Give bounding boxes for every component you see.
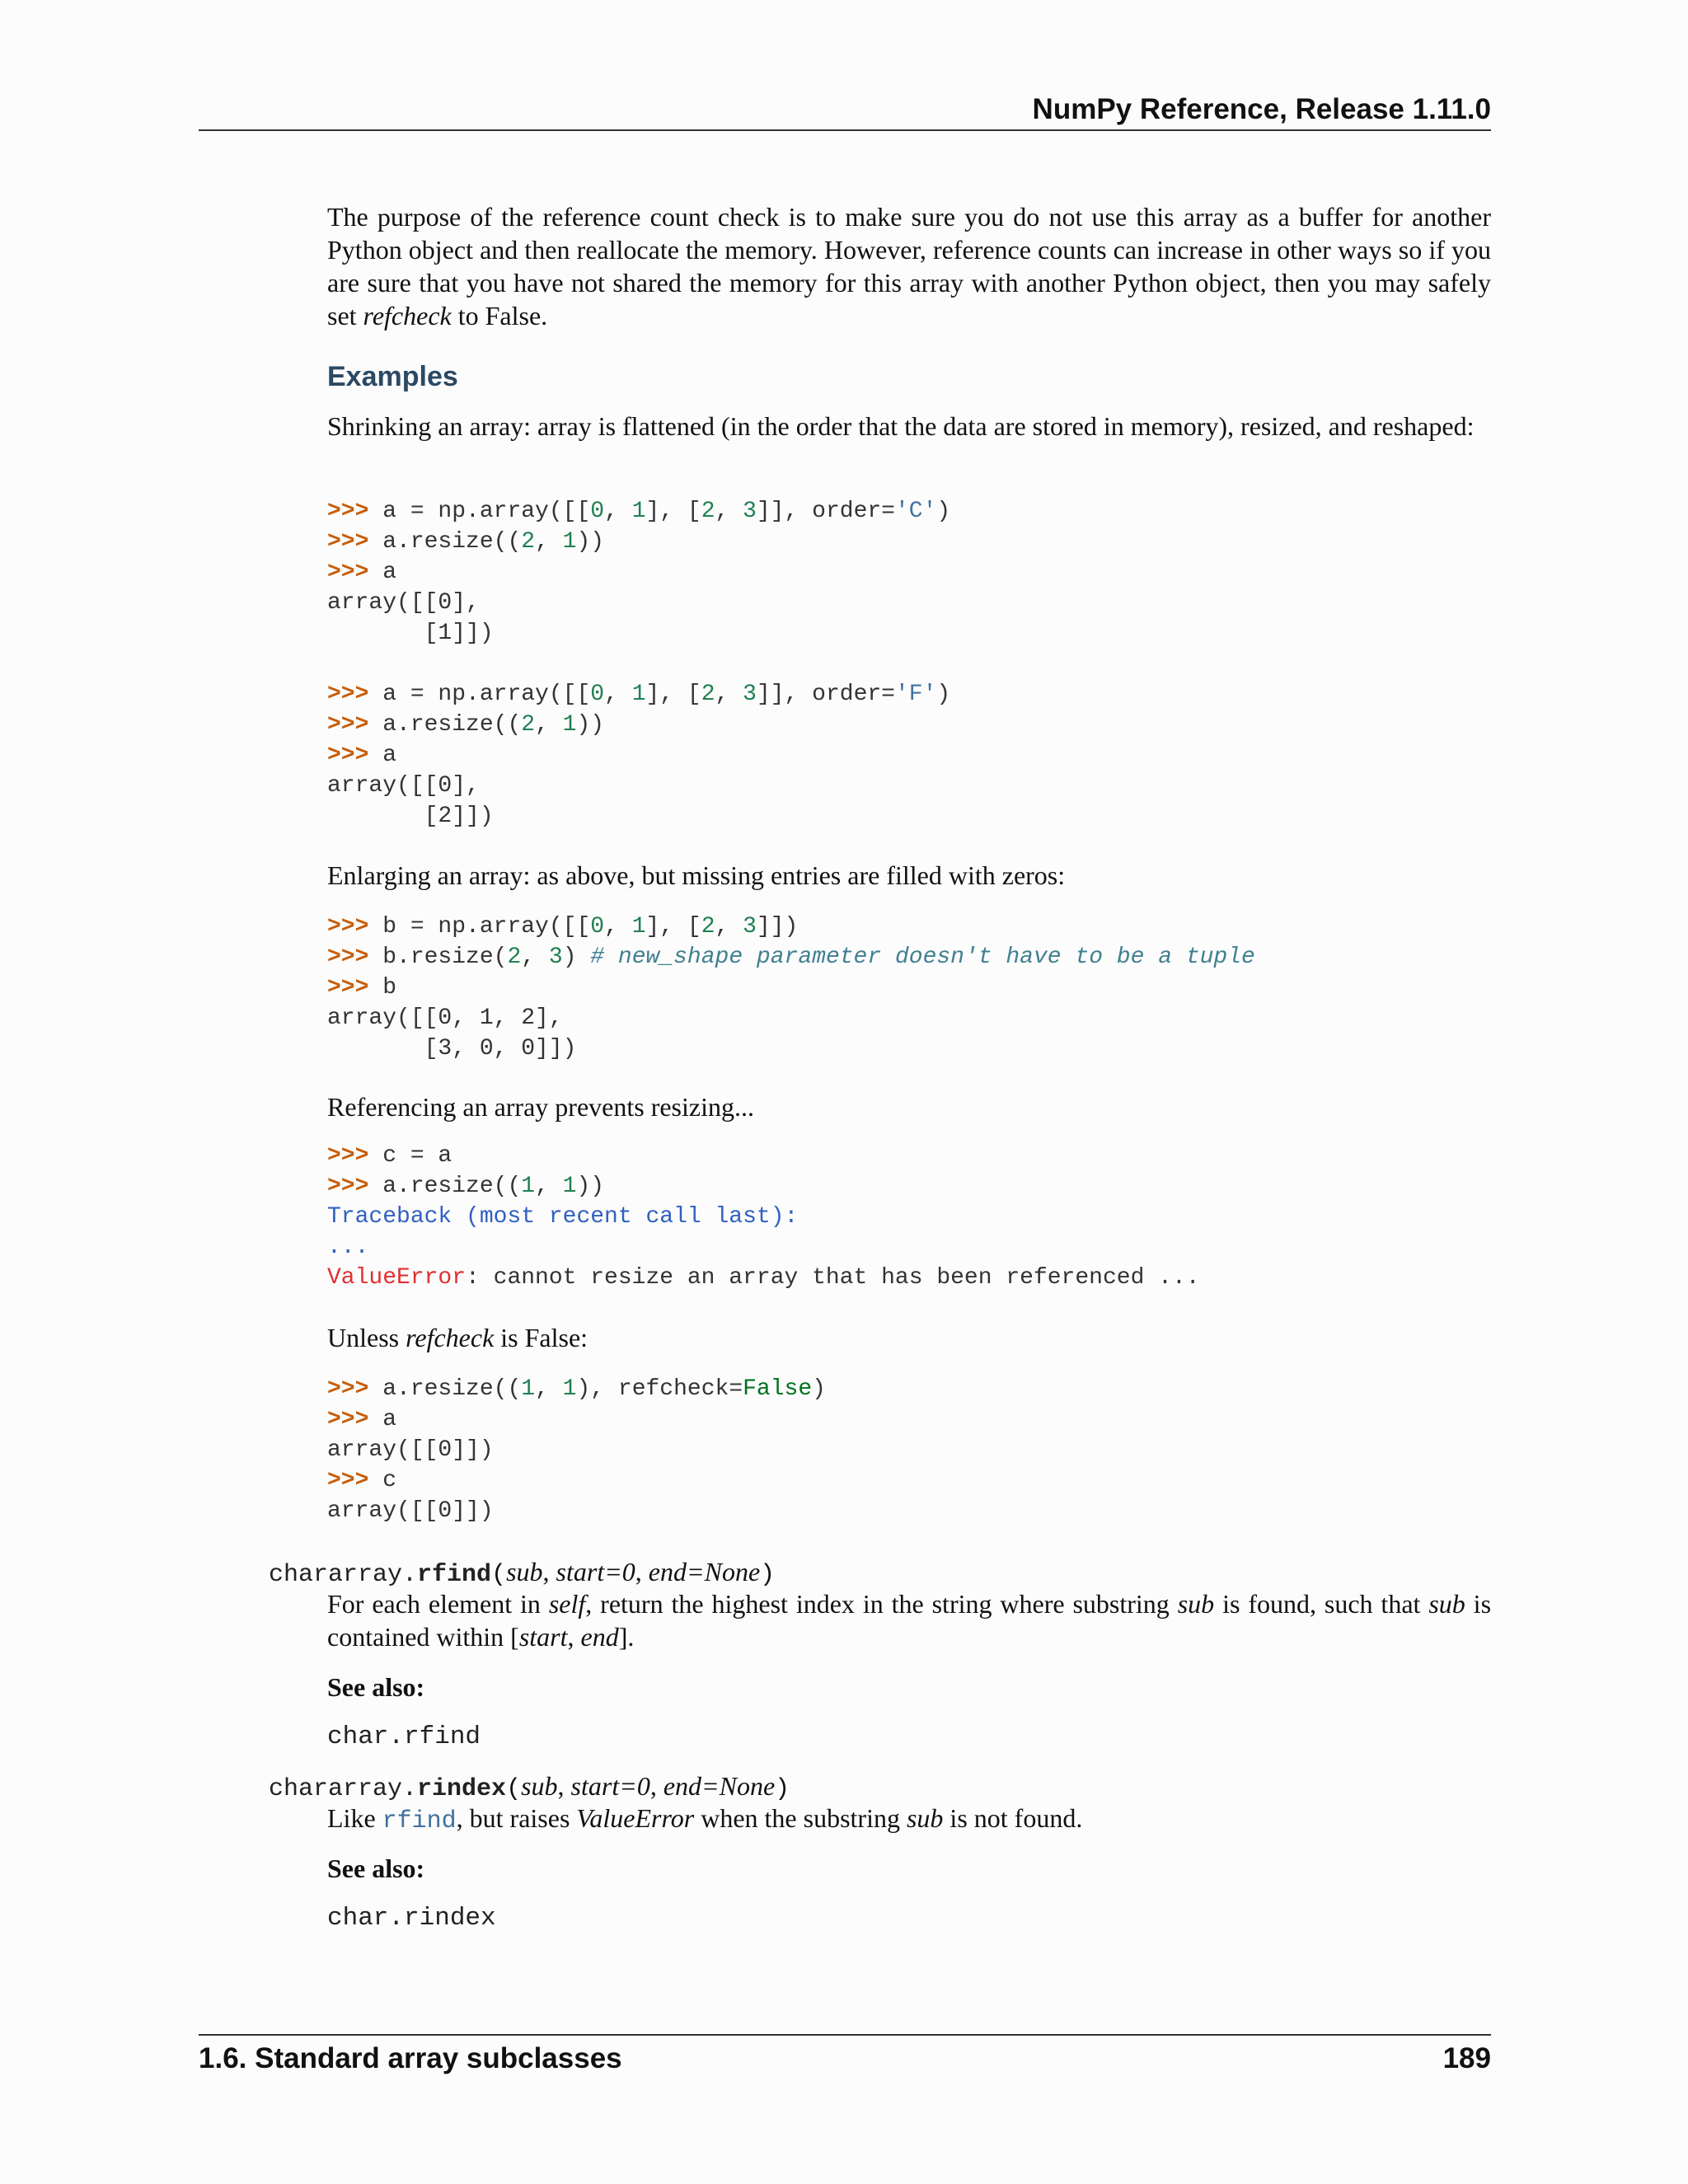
code-token: )) (576, 529, 605, 555)
code-token: 'C' (894, 499, 937, 524)
code-line (327, 1232, 1200, 1263)
code-token: ]]) (756, 914, 799, 940)
rfind-desc-sub2: sub (1428, 1589, 1465, 1619)
code-token: 2 (701, 914, 715, 940)
code-token: 1 (631, 499, 646, 524)
code-token: : cannot resize an array that has been referenced ... (466, 1265, 1200, 1291)
code-token: , (715, 914, 743, 940)
code-token: ]], order= (756, 499, 895, 524)
code-token: [3, 0, 0]]) (327, 1036, 577, 1062)
code-line (327, 1374, 826, 1404)
code-token: a.resize(( (382, 1376, 522, 1402)
rindex-name: rindex (417, 1775, 507, 1803)
code-token: ]], order= (756, 682, 895, 707)
code-line (327, 1141, 1200, 1171)
code-token: ) (562, 944, 591, 970)
code-block-enlarge (327, 912, 1255, 1064)
code-line (327, 1033, 1255, 1064)
code-token: array([[0, 1, 2], (327, 1005, 563, 1031)
code-line (327, 1435, 826, 1465)
rindex-description (327, 1802, 1491, 1838)
code-prompt: >>> (327, 914, 383, 940)
code-token: c = a (382, 1143, 452, 1169)
code-line (327, 1003, 1255, 1033)
rindex-see-also: See also: (327, 1854, 425, 1883)
rfind-desc-end: end (580, 1622, 619, 1652)
code-token: , (535, 529, 563, 555)
rindex-param-sub: sub (521, 1771, 558, 1801)
rfind-see-ref[interactable]: char.rfind (327, 1722, 481, 1751)
code-token: 1 (631, 914, 646, 940)
code-token: 0 (590, 914, 605, 940)
code-token: ], [ (645, 499, 701, 524)
code-line (327, 618, 950, 649)
code-token: Traceback (most recent call last): (327, 1204, 799, 1230)
code-block-reference (327, 1141, 1200, 1293)
rfind-prefix: chararray. (269, 1561, 418, 1589)
code-token: , (604, 914, 632, 940)
code-token: 3 (743, 914, 757, 940)
code-line (327, 557, 950, 588)
rindex-desc-1: Like (327, 1803, 382, 1833)
code-token: 1 (562, 1174, 577, 1199)
code-token: 1 (562, 1376, 577, 1402)
code-token: 3 (743, 499, 757, 524)
code-line (327, 679, 950, 710)
code-token: , (604, 682, 632, 707)
code-token: array([[0], (327, 773, 480, 799)
code-prompt: >>> (327, 529, 383, 555)
code-prompt: >>> (327, 1376, 383, 1402)
code-token: array([[0]]) (327, 1498, 494, 1524)
code-token: , (535, 1376, 563, 1402)
code-token: [2]]) (327, 804, 494, 829)
code-token: ValueError (327, 1265, 467, 1291)
code-prompt: >>> (327, 1174, 383, 1199)
unless-emph: refcheck (406, 1323, 495, 1352)
rfind-description (327, 1587, 1491, 1653)
rfind-param-sub: sub (506, 1557, 543, 1586)
code-token: c (382, 1468, 397, 1493)
rfind-desc-self: self (548, 1589, 586, 1619)
code-line (327, 1263, 1200, 1293)
code-prompt: >>> (327, 743, 383, 768)
code-token: a (382, 1407, 397, 1432)
rindex-param-end: end=None (663, 1771, 776, 1801)
code-token: b (382, 975, 397, 1001)
code-token: b.resize( (382, 944, 508, 970)
code-line (327, 1465, 826, 1496)
code-line (327, 1171, 1200, 1202)
code-prompt: >>> (327, 1143, 383, 1169)
code-token: a.resize(( (382, 529, 522, 555)
code-line (327, 588, 950, 618)
rfind-signature: chararray.rfind(sub, start=0, end=None) (269, 1557, 776, 1589)
code-prompt: >>> (327, 1468, 383, 1493)
code-token: 1 (562, 529, 577, 555)
code-block-shrink-f (327, 679, 950, 832)
code-prompt: >>> (327, 560, 383, 585)
code-token: a.resize(( (382, 712, 522, 738)
code-token: array([[0], (327, 590, 480, 616)
code-block-shrink-c (327, 496, 950, 649)
rfind-desc-3: is found, such that (1214, 1589, 1429, 1619)
code-prompt: >>> (327, 1407, 383, 1432)
code-token: ... (327, 1235, 369, 1260)
code-prompt: >>> (327, 499, 383, 524)
intro-paragraph (327, 200, 1491, 332)
code-token: 2 (701, 682, 715, 707)
code-token: ], [ (645, 682, 701, 707)
code-line (327, 1496, 826, 1526)
code-token: )) (576, 1174, 605, 1199)
code-token: 'F' (894, 682, 937, 707)
rfind-param-end: end=None (648, 1557, 761, 1586)
code-line (327, 710, 950, 740)
code-line (327, 801, 950, 832)
code-token: # new_shape parameter doesn't have to be a tuple (590, 944, 1255, 970)
code-token: , (535, 1174, 563, 1199)
code-token: 3 (548, 944, 563, 970)
code-token: a (382, 560, 397, 585)
code-token: 3 (743, 682, 757, 707)
code-line (327, 1202, 1200, 1232)
page-footer (199, 2041, 1491, 2076)
code-token: )) (576, 712, 605, 738)
rfind-see-also: See also: (327, 1672, 425, 1702)
code-prompt: >>> (327, 944, 383, 970)
rfind-name: rfind (417, 1561, 492, 1589)
intro-text-before: The purpose of the reference count check is to make sure you do not use this array as a buffer for another Python object and then reallocate the memory. However, reference counts can increase in other ways so if you are sure that you have not shared the memory for this array with another Python object, then you may safely set (327, 202, 1491, 330)
header-rule (199, 129, 1491, 131)
rfind-param-start: start=0 (556, 1557, 635, 1586)
code-prompt: >>> (327, 682, 383, 707)
code-token: [1]]) (327, 621, 494, 646)
code-line (327, 527, 950, 557)
code-token: a = np.array([[ (382, 499, 591, 524)
page-header: NumPy Reference, Release 1.11.0 (1032, 93, 1491, 125)
code-token: ) (936, 499, 951, 524)
rindex-param-start: start=0 (570, 1771, 650, 1801)
code-line (327, 1404, 826, 1435)
rfind-desc-1: For each element in (327, 1589, 549, 1619)
rfind-link[interactable]: rfind (382, 1807, 457, 1835)
code-token: ), refcheck= (576, 1376, 743, 1402)
code-token: 1 (562, 712, 577, 738)
rindex-desc-sub: sub (906, 1803, 944, 1833)
rindex-desc-3: when the substring (694, 1803, 907, 1833)
rfind-desc-2: , return the highest index in the string where substring (585, 1589, 1178, 1619)
unless-text (327, 1321, 1491, 1354)
code-token: 2 (507, 944, 522, 970)
code-line (327, 912, 1255, 942)
code-token: False (743, 1376, 813, 1402)
code-token: ) (936, 682, 951, 707)
rindex-see-ref[interactable]: char.rindex (327, 1904, 496, 1933)
reference-text: Referencing an array prevents resizing... (327, 1092, 754, 1122)
code-token: ], [ (645, 914, 701, 940)
code-line (327, 942, 1255, 972)
rindex-signature: chararray.rindex(sub, start=0, end=None) (269, 1771, 790, 1803)
code-token: 1 (521, 1376, 536, 1402)
code-token: , (715, 499, 743, 524)
rfind-desc-sub1: sub (1177, 1589, 1215, 1619)
code-token: 0 (590, 499, 605, 524)
code-line (327, 740, 950, 771)
code-line (327, 771, 950, 801)
rindex-desc-2: , but raises (456, 1803, 577, 1833)
shrink-text: Shrinking an array: array is flattened (in the order that the data are stored in memory), resized, and reshaped: (327, 411, 1475, 441)
rfind-desc-5: , (567, 1622, 581, 1652)
code-token: b = np.array([[ (382, 914, 591, 940)
intro-emph: refcheck (363, 301, 452, 330)
code-token: array([[0]]) (327, 1437, 494, 1463)
code-prompt: >>> (327, 975, 383, 1001)
code-token: 0 (590, 682, 605, 707)
code-token: , (535, 712, 563, 738)
footer-rule (199, 2034, 1491, 2036)
rindex-prefix: chararray. (269, 1775, 418, 1803)
rfind-desc-start: start (518, 1622, 568, 1652)
page-number: 189 (1442, 2042, 1491, 2074)
rfind-desc-4: is contained within [ (327, 1589, 1492, 1652)
code-token: a.resize(( (382, 1174, 522, 1199)
unless-before: Unless (327, 1323, 406, 1352)
code-token: 2 (521, 529, 536, 555)
code-token: 1 (521, 1174, 536, 1199)
rindex-desc-4: is not found. (943, 1803, 1083, 1833)
code-line (327, 972, 1255, 1003)
enlarge-text: Enlarging an array: as above, but missing entries are filled with zeros: (327, 860, 1066, 890)
code-token: , (604, 499, 632, 524)
code-token: 1 (631, 682, 646, 707)
code-token: a = np.array([[ (382, 682, 591, 707)
intro-text-after: to False. (451, 301, 548, 330)
rfind-desc-6: ]. (618, 1622, 635, 1652)
code-token: 2 (521, 712, 536, 738)
rindex-desc-err: ValueError (576, 1803, 695, 1833)
code-token: , (521, 944, 549, 970)
footer-section: 1.6. Standard array subclasses (199, 2042, 622, 2074)
code-token: a (382, 743, 397, 768)
unless-after: is False: (494, 1323, 588, 1352)
code-block-refcheck (327, 1374, 826, 1526)
code-token: ) (812, 1376, 826, 1402)
code-line (327, 496, 950, 527)
code-token: , (715, 682, 743, 707)
examples-heading: Examples (327, 361, 458, 392)
code-token: 2 (701, 499, 715, 524)
code-prompt: >>> (327, 712, 383, 738)
